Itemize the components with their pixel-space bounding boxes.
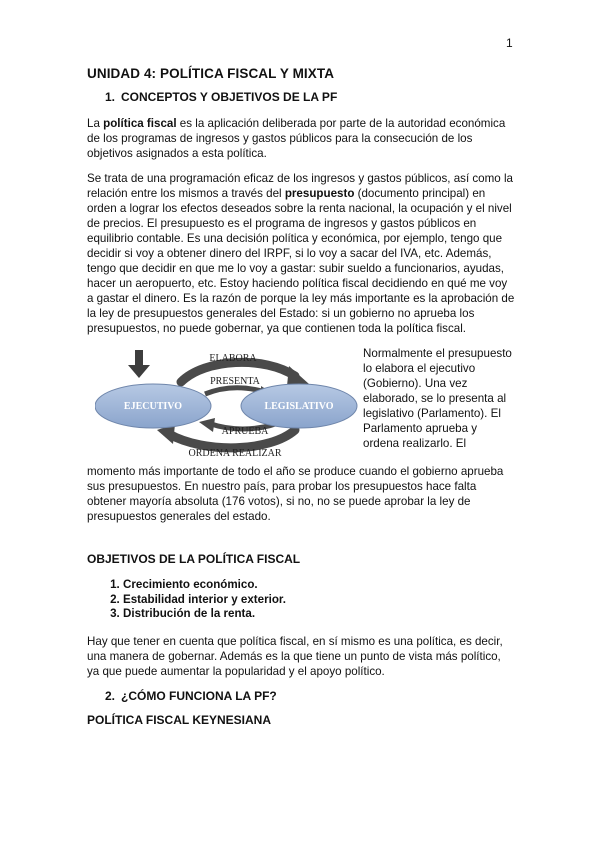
- label-elabora: ELABORA: [209, 353, 257, 364]
- objectives-list: [87, 578, 515, 622]
- objective-item: 2. Estabilidad interior y exterior.: [123, 593, 515, 608]
- budget-process-diagram: [95, 348, 359, 460]
- p2-rest: (documento principal) en orden a lograr los efectos deseados sobre la renta nacional, la ocupación y el nivel de precios. El presupuesto es el programa de ingresos y gastos públicos en equilibrio contable. Es una decisión política y económica, por ejemplo, tengo que decidir si voy a obtener dinero del IRPF, si lo voy a sacar del IVA, etc. Además, tengo que decidir en que me lo voy a gastar: subir sueldo a funcionarios, ayudas, hacer un aeropuerto, etc. Estoy haciendo política fiscal decidiendo en qué me voy a gastar el dinero. Es la razón de porque la ley más importante es la aprobación de la ley de presupuestos generales del Estado: si un gobierno no aprueba los presupuestos, no puede gobernar, ya que contienen toda la política fiscal.: [87, 187, 515, 335]
- paragraph-definition: [87, 116, 515, 161]
- page-title: UNIDAD 4: POLÍTICA FISCAL Y MIXTA: [87, 66, 335, 81]
- down-arrow-icon: [128, 350, 150, 378]
- diagram-side-text: Normalmente el presupuesto lo elabora el ejecutivo (Gobierno). Una vez elaborado, se lo presenta al legislativo (Parlamento). El Parlamento aprueba y ordena realizarlo. El: [363, 347, 512, 450]
- paragraph-approval: momento más importante de todo el año se produce cuando el gobierno aprueba sus presupuestos. En nuestro país, para probar los presupuestos hace falta obtener mayoría absoluta (176 votos), si no, no se puede aprobar la ley de presupuestos generales del estado.: [87, 465, 504, 523]
- label-aprueba: APRUEBA: [221, 426, 269, 437]
- arrow-aprueba-head: [199, 418, 215, 432]
- page-number: 1: [506, 36, 513, 50]
- section-1-number: 1.: [105, 90, 116, 104]
- p1-rest: es la aplicación deliberada por parte de la autoridad económica de los programas de ingresos y gastos públicos para la consecución de los objetivos asignados a esta política.: [87, 117, 506, 160]
- p1-bold-term: política fiscal: [103, 117, 177, 130]
- p2-lead: Se trata de una programación eficaz de los ingresos y gastos públicos, así como la relación entre los mismos a través del: [87, 172, 513, 200]
- section-3-heading: POLÍTICA FISCAL KEYNESIANA: [87, 712, 272, 727]
- label-ejecutivo: EJECUTIVO: [123, 401, 183, 412]
- section-2-number: 2.: [105, 688, 116, 703]
- objective-item: 3. Distribución de la renta.: [123, 607, 515, 622]
- document-body: [87, 66, 515, 739]
- p1-lead: La: [87, 117, 104, 130]
- section-1-title: CONCEPTOS Y OBJETIVOS DE LA PF: [121, 90, 338, 104]
- objectives-heading: OBJETIVOS DE LA POLÍTICA FISCAL: [87, 552, 301, 566]
- paragraph-politics: Hay que tener en cuenta que política fiscal, en sí mismo es una política, es decir, una manera de gobernar. Además es la que tiene un punto de vista más político, ya que puede aumentar la popularidad y el apoyo político.: [87, 634, 503, 678]
- section-2-title: ¿CÓMO FUNCIONA LA PF?: [121, 688, 277, 703]
- paragraph-budget: [87, 171, 515, 336]
- section-2-heading: [87, 689, 515, 703]
- arrow-elabora-head: [287, 366, 309, 386]
- p2-bold-term: presupuesto: [284, 187, 355, 200]
- objective-item: 1. Crecimiento económico.: [123, 578, 515, 593]
- label-ordena-realizar: ORDENA REALIZAR: [188, 448, 282, 459]
- label-presenta: PRESENTA: [210, 376, 260, 387]
- budget-diagram-block: [87, 346, 515, 462]
- section-1-heading: [87, 90, 515, 104]
- label-legislativo: LEGISLATIVO: [264, 401, 334, 412]
